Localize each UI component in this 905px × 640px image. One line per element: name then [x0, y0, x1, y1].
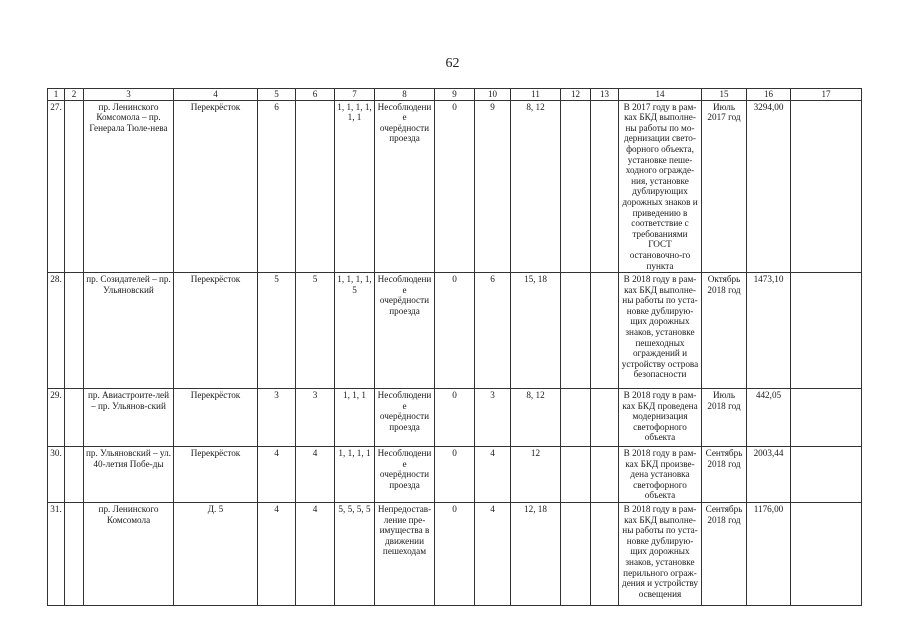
cell-col10: 6: [475, 273, 511, 389]
cell-location: пр. Ленинского Комсомола: [84, 503, 174, 606]
column-header: 9: [435, 89, 475, 101]
cell-measures: В 2018 году в рам-ках БКД выполне-ны работы по уста-новке дублирую-щих дорожных знаков, установке пешеходных ограждений и устройству острова безопасности: [619, 273, 702, 389]
cell-col5: 5: [258, 273, 296, 389]
cell-object-type: Д. 5: [174, 503, 258, 606]
column-header: 13: [591, 89, 619, 101]
cell-col6: 5: [296, 273, 335, 389]
cell-col9: 0: [435, 503, 475, 606]
cell-col13: [591, 273, 619, 389]
cell-col12: [561, 389, 591, 447]
cell-col9: 0: [435, 273, 475, 389]
cell-date: Октябрь 2018 год: [702, 273, 747, 389]
cell-col12: [561, 273, 591, 389]
column-header: 14: [619, 89, 702, 101]
cell-location: пр. Ленинского Комсомола – пр. Генерала Тюле-нева: [84, 100, 174, 273]
column-header: 10: [475, 89, 511, 101]
cell-col2: [65, 100, 84, 273]
cell-col6: 4: [296, 503, 335, 606]
cell-col2: [65, 503, 84, 606]
cell-violation: Несоблюдение очерёдности проезда: [375, 100, 435, 273]
cell-col7: 1, 1, 1, 1: [335, 447, 375, 503]
page-number: 62: [445, 56, 460, 71]
cell-date: Сентябрь 2018 год: [702, 447, 747, 503]
accident-sites-table: [47, 88, 862, 606]
cell-col7: 1, 1, 1, 1, 1, 1: [335, 100, 375, 273]
cell-col10: 4: [475, 447, 511, 503]
cell-col12: [561, 100, 591, 273]
cell-col9: 0: [435, 389, 475, 447]
cell-col17: [791, 447, 862, 503]
column-header: 16: [747, 89, 791, 101]
cell-date: Сентябрь 2018 год: [702, 503, 747, 606]
cell-location: пр. Созидателей – пр. Ульяновский: [84, 273, 174, 389]
cell-col9: 0: [435, 447, 475, 503]
row-number: 28.: [48, 273, 65, 389]
table-row: [48, 389, 862, 447]
cell-cost: 1176,00: [747, 503, 791, 606]
cell-col11: 12, 18: [511, 503, 561, 606]
cell-col17: [791, 389, 862, 447]
cell-col7: 5, 5, 5, 5: [335, 503, 375, 606]
cell-col5: 4: [258, 447, 296, 503]
table-row: [48, 100, 862, 273]
cell-object-type: Перекрёсток: [174, 447, 258, 503]
column-header: 1: [48, 89, 65, 101]
cell-col13: [591, 100, 619, 273]
row-number: 30.: [48, 447, 65, 503]
cell-cost: 2003,44: [747, 447, 791, 503]
cell-cost: 1473,10: [747, 273, 791, 389]
cell-col7: 1, 1, 1: [335, 389, 375, 447]
cell-col5: 6: [258, 100, 296, 273]
cell-object-type: Перекрёсток: [174, 273, 258, 389]
table-row: [48, 503, 862, 606]
cell-cost: 3294,00: [747, 100, 791, 273]
cell-col12: [561, 447, 591, 503]
cell-violation: Несоблюдение очерёдности проезда: [375, 389, 435, 447]
cell-col17: [791, 100, 862, 273]
cell-date: Июль 2017 год: [702, 100, 747, 273]
column-number-row: [48, 89, 862, 101]
cell-object-type: Перекрёсток: [174, 100, 258, 273]
cell-col13: [591, 447, 619, 503]
cell-location: пр. Ульяновский – ул. 40-летия Побе-ды: [84, 447, 174, 503]
table-row: [48, 273, 862, 389]
cell-col17: [791, 273, 862, 389]
cell-col11: 8, 12: [511, 100, 561, 273]
cell-object-type: Перекрёсток: [174, 389, 258, 447]
cell-violation: Несоблюдение очерёдности проезда: [375, 273, 435, 389]
cell-col11: 15, 18: [511, 273, 561, 389]
column-header: 3: [84, 89, 174, 101]
table-row: [48, 447, 862, 503]
column-header: 4: [174, 89, 258, 101]
cell-col5: 3: [258, 389, 296, 447]
cell-col13: [591, 389, 619, 447]
cell-col5: 4: [258, 503, 296, 606]
cell-col2: [65, 273, 84, 389]
cell-col10: 4: [475, 503, 511, 606]
cell-date: Июль 2018 год: [702, 389, 747, 447]
cell-col9: 0: [435, 100, 475, 273]
column-header: 17: [791, 89, 862, 101]
cell-measures: В 2018 году в рам-ках БКД проведена модернизация светофорного объекта: [619, 389, 702, 447]
cell-location: пр. Авиастроите-лей – пр. Ульянов-ский: [84, 389, 174, 447]
cell-col2: [65, 389, 84, 447]
cell-col7: 1, 1, 1, 1, 5: [335, 273, 375, 389]
column-header: 12: [561, 89, 591, 101]
column-header: 15: [702, 89, 747, 101]
row-number: 27.: [48, 100, 65, 273]
row-number: 31.: [48, 503, 65, 606]
cell-col12: [561, 503, 591, 606]
cell-col11: 12: [511, 447, 561, 503]
cell-col11: 8, 12: [511, 389, 561, 447]
column-header: 2: [65, 89, 84, 101]
cell-col10: 3: [475, 389, 511, 447]
row-number: 29.: [48, 389, 65, 447]
cell-violation: Несоблюдение очерёдности проезда: [375, 447, 435, 503]
cell-col13: [591, 503, 619, 606]
cell-col10: 9: [475, 100, 511, 273]
column-header: 11: [511, 89, 561, 101]
cell-measures: В 2017 году в рам-ках БКД выполне-ны работы по мо-дернизации свето-форного объекта, установке пеше-ходного огражде-ния, установке дублирующих дорожных знаков и приведению в соответствие с требованиями ГОСТ остановочно-го пункта: [619, 100, 702, 273]
cell-col2: [65, 447, 84, 503]
cell-col6: [296, 100, 335, 273]
cell-measures: В 2018 году в рам-ках БКД выполне-ны работы по уста-новке дублирую-щих дорожных знаков, установке перильного ограж-дения и устройству освещения: [619, 503, 702, 606]
column-header: 7: [335, 89, 375, 101]
column-header: 8: [375, 89, 435, 101]
column-header: 6: [296, 89, 335, 101]
cell-col6: 3: [296, 389, 335, 447]
cell-cost: 442,05: [747, 389, 791, 447]
cell-col6: 4: [296, 447, 335, 503]
cell-measures: В 2018 году в рам-ках БКД произве-дена установка светофорного объекта: [619, 447, 702, 503]
cell-violation: Непредостав-ление пре-имущества в движении пешеходам: [375, 503, 435, 606]
cell-col17: [791, 503, 862, 606]
column-header: 5: [258, 89, 296, 101]
